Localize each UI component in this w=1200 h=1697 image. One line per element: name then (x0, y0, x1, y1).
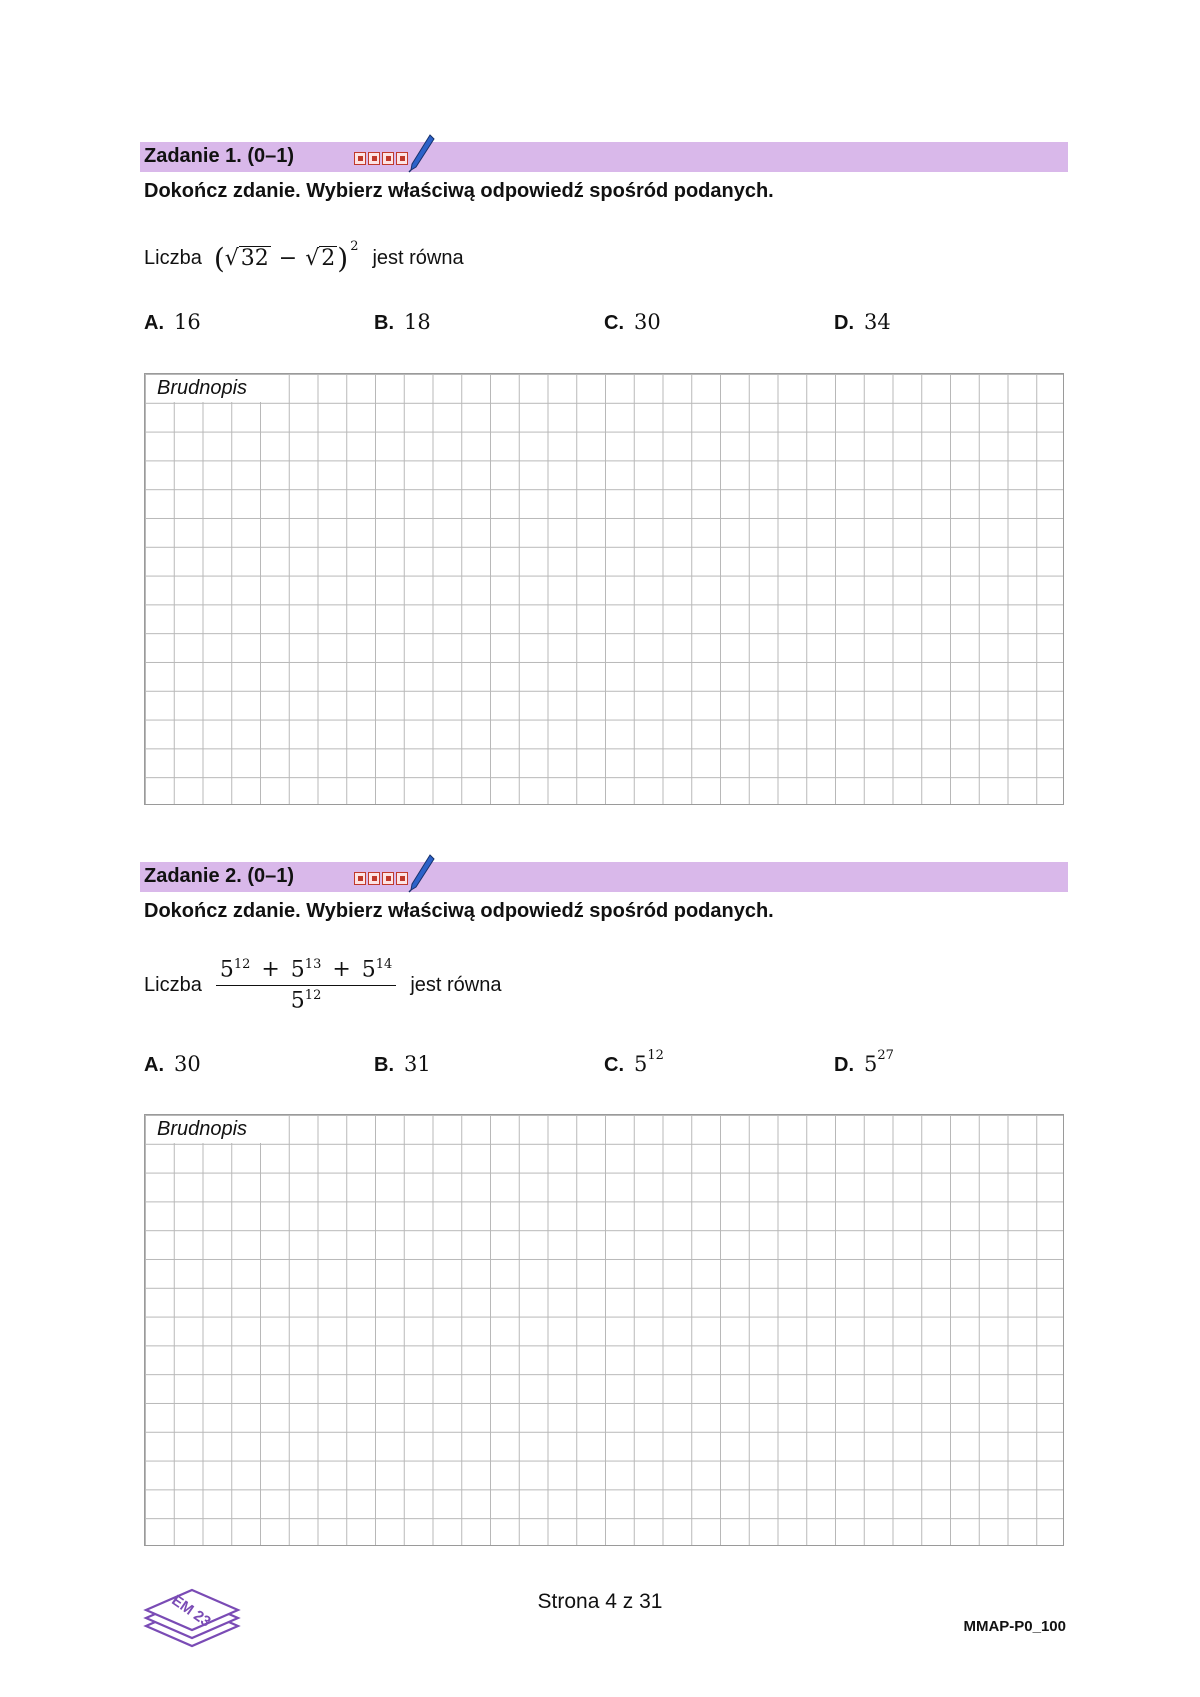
task-instruction: Dokończ zdanie. Wybierz właściwą odpowiedź spośród podanych. (144, 180, 774, 202)
answer-value: 34 (864, 310, 891, 334)
pen-icon (408, 133, 436, 173)
radicand: 2 (321, 245, 336, 271)
answer-letter: B. (374, 312, 394, 334)
answer-letter: A. (144, 312, 164, 334)
marking-boxes-icon (354, 152, 408, 166)
answer-option-b[interactable] (374, 310, 431, 335)
answer-value: $5^{12}$ (634, 1048, 664, 1076)
fraction-numerator: $5^{12} + 5^{13} + 5^{14}$ (216, 957, 397, 986)
question-prefix: Liczba (144, 973, 202, 996)
answer-option-a[interactable] (144, 1052, 201, 1077)
scratch-grid[interactable] (144, 373, 1064, 805)
answer-option-a[interactable] (144, 310, 201, 335)
marking-boxes-icon (354, 872, 408, 886)
math-expression: ( √ 32 − √ 2 ) $^2$ (213, 239, 359, 275)
answer-letter: C. (604, 1054, 624, 1076)
exponent: 2 (350, 239, 359, 254)
scratch-grid[interactable] (144, 1114, 1064, 1546)
fraction (216, 957, 397, 1014)
answer-option-c[interactable] (604, 310, 661, 335)
question-prefix: Liczba (144, 247, 202, 269)
question (144, 957, 501, 1014)
answer-value: 16 (174, 310, 201, 334)
task-header (140, 142, 1068, 172)
answer-option-b[interactable] (374, 1052, 431, 1077)
task-title: Zadanie 1. (0–1) (144, 145, 295, 167)
task-header (140, 862, 1068, 892)
answer-letter: D. (834, 312, 854, 334)
answer-value: 30 (634, 310, 661, 334)
answer-value: 31 (404, 1052, 431, 1076)
answer-letter: D. (834, 1054, 854, 1076)
document-code: MMAP-P0_100 (963, 1618, 1066, 1635)
task-instruction: Dokończ zdanie. Wybierz właściwą odpowiedź spośród podanych. (144, 900, 774, 922)
question-suffix: jest równa (410, 973, 502, 996)
answer-letter: A. (144, 1054, 164, 1076)
question (144, 239, 464, 275)
fraction-denominator: $5^{12}$ (290, 988, 322, 1014)
question-suffix: jest równa (372, 247, 464, 269)
radicand: 32 (240, 245, 269, 271)
answer-letter: C. (604, 312, 624, 334)
answer-letter: B. (374, 1054, 394, 1076)
answer-option-d[interactable] (834, 1048, 894, 1077)
scratch-label: Brudnopis (146, 375, 286, 402)
task-title: Zadanie 2. (0–1) (144, 865, 295, 887)
page-number: Strona 4 z 31 (537, 1590, 663, 1613)
pen-icon (408, 853, 436, 893)
answer-option-c[interactable] (604, 1048, 664, 1077)
svg-text:EM 23: EM 23 (168, 1591, 214, 1631)
scratch-label: Brudnopis (146, 1116, 286, 1143)
answer-option-d[interactable] (834, 310, 891, 335)
answer-value: $5^{27}$ (864, 1048, 894, 1076)
minus-sign: − (278, 246, 298, 271)
answer-value: 30 (174, 1052, 201, 1076)
answer-value: 18 (404, 310, 431, 334)
